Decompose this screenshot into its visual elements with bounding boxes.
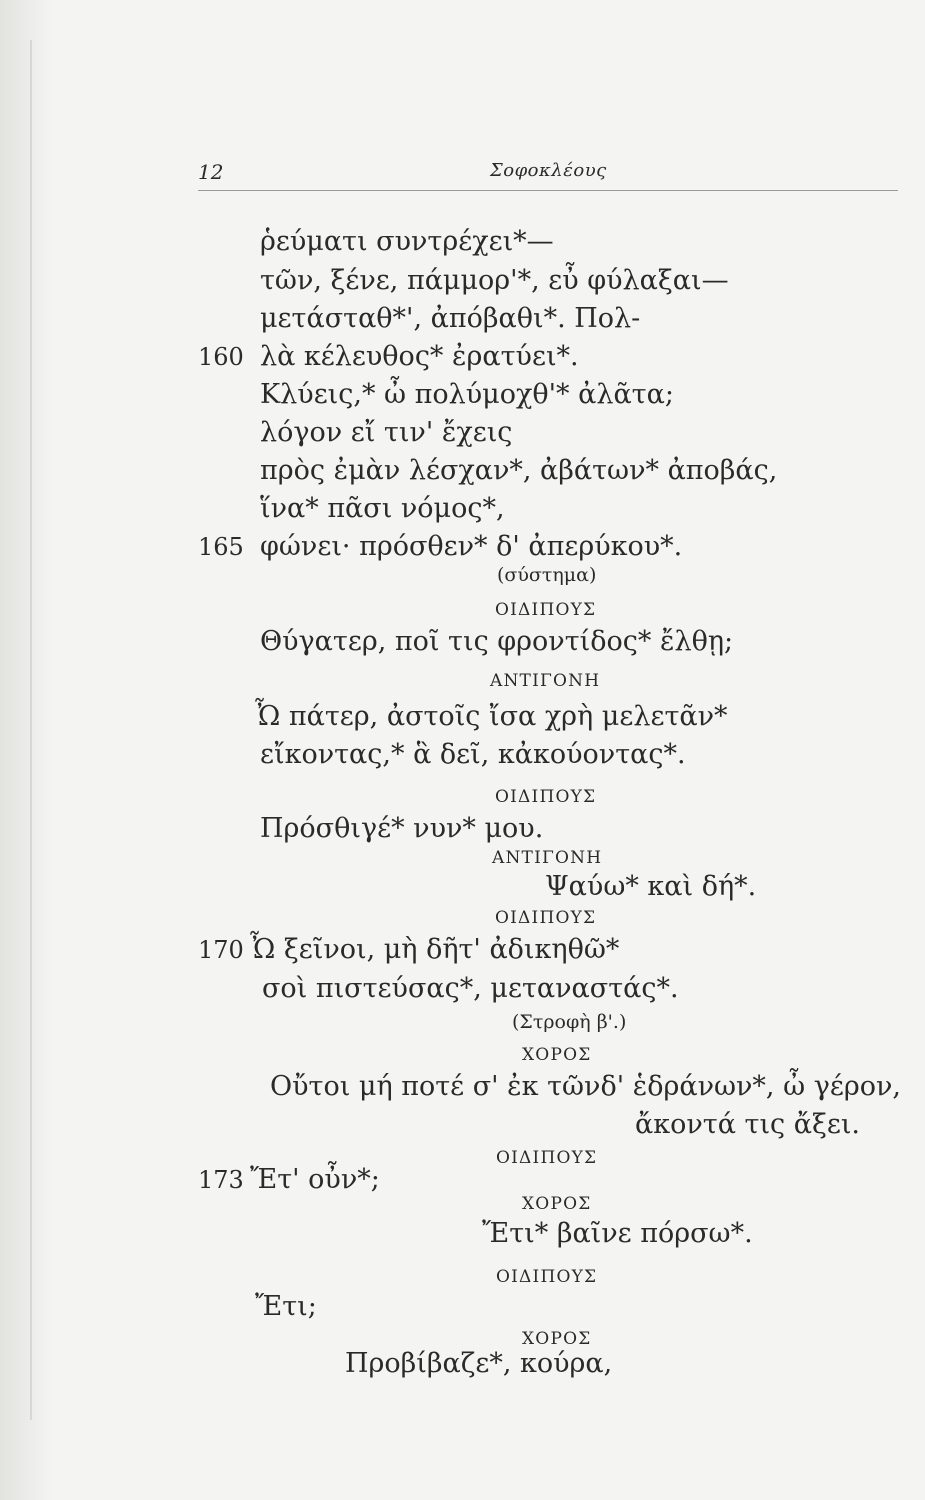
verse-line: φώνει· πρόσθεν* δ' ἀπερύκου*. bbox=[260, 531, 683, 562]
speaker-label: ΟΙΔΙΠΟΥΣ bbox=[495, 787, 597, 807]
page-fold-line bbox=[30, 40, 32, 1420]
page-header bbox=[198, 160, 898, 191]
speaker-label: ΧΟΡΟΣ bbox=[522, 1194, 592, 1214]
verse-line: ἄκοντά τις ἄξει. bbox=[635, 1109, 861, 1140]
verse-line: λὰ κέλευθος* ἐρατύει*. bbox=[260, 341, 579, 372]
verse-line: Ἔτι; bbox=[255, 1291, 317, 1322]
verse-line: ῥεύματι συντρέχει*— bbox=[260, 226, 554, 257]
stage-note: (Στροφὴ β'.) bbox=[512, 1011, 627, 1033]
verse-line: σοὶ πιστεύσας*, μεταναστάς*. bbox=[262, 973, 679, 1004]
verse-line: ἵνα* πᾶσι νόμος*, bbox=[260, 493, 505, 524]
speaker-label: ΟΙΔΙΠΟΥΣ bbox=[496, 1267, 598, 1287]
line-number: 165 bbox=[198, 533, 244, 561]
line-number: 173 bbox=[198, 1166, 244, 1194]
verse-line: Ἔτ' οὖν*; bbox=[250, 1164, 380, 1195]
verse-line: εἴκοντας,* ἃ δεῖ, κἀκούοντας*. bbox=[260, 739, 686, 770]
speaker-label: ΟΙΔΙΠΟΥΣ bbox=[495, 908, 597, 928]
verse-line: Κλύεις,* ὦ πολύμοχθ'* ἀλᾶτα; bbox=[260, 379, 674, 410]
verse-line: τῶν, ξένε, πάμμορ'*, εὖ φύλαξαι— bbox=[260, 265, 729, 296]
speaker-label: ΑΝΤΙΓΟΝΗ bbox=[492, 848, 603, 868]
running-title: Σοφοκλέους bbox=[490, 160, 607, 181]
verse-line: Ἔτι* βαῖνε πόρσω*. bbox=[482, 1218, 753, 1249]
verse-line: Προβίβαζε*, κούρα, bbox=[345, 1348, 613, 1379]
verse-line: μετάσταθ*', ἀπόβαθι*. Πολ- bbox=[260, 303, 641, 334]
stage-note: (σύστημα) bbox=[497, 564, 597, 586]
speaker-label: ΟΙΔΙΠΟΥΣ bbox=[496, 1148, 598, 1168]
speaker-label: ΑΝΤΙΓΟΝΗ bbox=[490, 671, 601, 691]
speaker-label: ΧΟΡΟΣ bbox=[522, 1329, 592, 1349]
verse-line: Ὦ πάτερ, ἀστοῖς ἴσα χρὴ μελετᾶν* bbox=[255, 701, 728, 732]
line-number: 160 bbox=[198, 343, 244, 371]
verse-line: πρὸς ἐμὰν λέσχαν*, ἀβάτων* ἀποβάς, bbox=[260, 455, 778, 486]
speaker-label: ΟΙΔΙΠΟΥΣ bbox=[495, 600, 597, 620]
verse-line: Ὦ ξεῖνοι, μὴ δῆτ' ἀδικηθῶ* bbox=[250, 934, 620, 965]
verse-line: λόγον εἴ τιν' ἔχεις bbox=[260, 417, 513, 448]
verse-line: Οὔτοι μή ποτέ σ' ἐκ τῶνδ' ἑδράνων*, ὦ γέρον, bbox=[270, 1071, 901, 1102]
verse-line: Ψαύω* καὶ δή*. bbox=[545, 871, 757, 902]
line-number: 170 bbox=[198, 936, 244, 964]
page-edge-shadow bbox=[0, 0, 52, 1500]
speaker-label: ΧΟΡΟΣ bbox=[522, 1045, 592, 1065]
verse-line: Πρόσθιγέ* νυν* μου. bbox=[260, 813, 544, 844]
page-number: 12 bbox=[198, 160, 224, 184]
verse-line: Θύγατερ, ποῖ τις φροντίδος* ἔλθῃ; bbox=[260, 626, 734, 657]
